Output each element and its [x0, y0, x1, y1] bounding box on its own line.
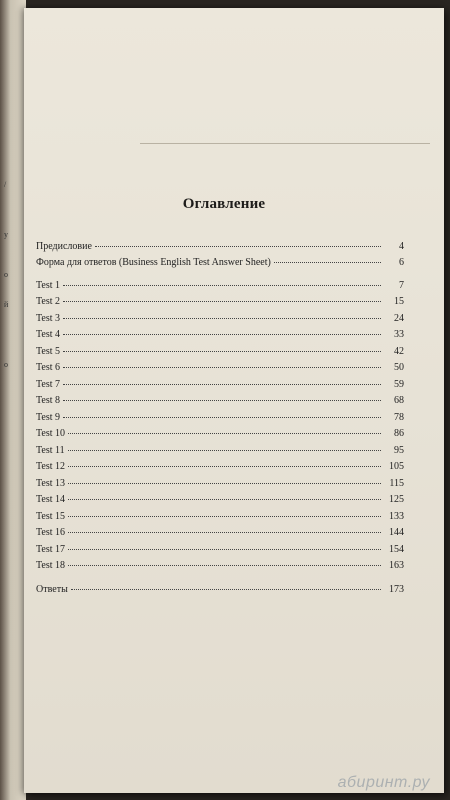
page-edge-mark: o [4, 270, 8, 279]
toc-entry [36, 584, 404, 595]
toc-entry-page: 59 [394, 379, 404, 390]
book-page [24, 8, 444, 793]
toc-entry-label: Предисловие [36, 241, 92, 252]
dot-leader [63, 333, 381, 335]
toc-entry-page: 163 [389, 560, 404, 571]
toc-entry-page: 24 [394, 313, 404, 324]
header-rule [140, 143, 430, 144]
toc-entry [36, 257, 404, 268]
dot-leader [95, 245, 381, 247]
toc-entry-page: 95 [394, 445, 404, 456]
toc-entry-page: 33 [394, 329, 404, 340]
dot-leader [63, 366, 381, 368]
toc-entry-page: 105 [389, 461, 404, 472]
toc-entry-page: 4 [399, 241, 404, 252]
toc-entry-label: Test 7 [36, 379, 61, 390]
dot-leader [71, 588, 381, 590]
toc-entry [36, 412, 404, 423]
dot-leader [63, 383, 381, 385]
toc-entry [36, 362, 404, 373]
toc-entry-page: 68 [394, 395, 404, 406]
dot-leader [68, 548, 381, 550]
toc-entry-label: Test 15 [36, 511, 66, 522]
toc-entry-label: Test 10 [36, 428, 66, 439]
toc-entry-label: Test 9 [36, 412, 61, 423]
toc-entry-label: Test 2 [36, 296, 61, 307]
toc-entry [36, 511, 404, 522]
toc-entry [36, 544, 404, 555]
toc-entry [36, 241, 404, 252]
dot-leader [274, 261, 381, 263]
toc-entry [36, 346, 404, 357]
toc-entry [36, 280, 404, 291]
toc-entry [36, 296, 404, 307]
toc-entry-page: 86 [394, 428, 404, 439]
toc-entry [36, 494, 404, 505]
toc-entry-page: 15 [394, 296, 404, 307]
toc-entry-page: 144 [389, 527, 404, 538]
dot-leader [63, 300, 381, 302]
toc-entry-label: Test 11 [36, 445, 65, 456]
toc-entry-label: Test 14 [36, 494, 66, 505]
toc-entry-label: Test 16 [36, 527, 66, 538]
toc-entry-page: 7 [399, 280, 404, 291]
toc-entry-label: Test 8 [36, 395, 61, 406]
toc-entry-label: Ответы [36, 584, 68, 595]
toc-entry-label: Test 4 [36, 329, 61, 340]
toc-entry-label: Test 3 [36, 313, 61, 324]
toc-entry [36, 445, 404, 456]
toc-entry-page: 50 [394, 362, 404, 373]
toc-entry [36, 313, 404, 324]
toc-entry-label: Форма для ответов (Business English Test Answer Sheet) [36, 257, 271, 268]
page-edge-mark: о [4, 360, 8, 369]
toc-entry-page: 78 [394, 412, 404, 423]
toc-entry-page: 125 [389, 494, 404, 505]
previous-page-edge [0, 0, 26, 800]
dot-leader [63, 284, 381, 286]
watermark: абиринт.ру [337, 774, 430, 791]
dot-leader [68, 531, 381, 533]
dot-leader [63, 350, 381, 352]
toc-entry-label: Test 17 [36, 544, 66, 555]
toc-entry [36, 560, 404, 571]
dot-leader [68, 482, 381, 484]
dot-leader [68, 564, 381, 566]
toc-entry-page: 154 [389, 544, 404, 555]
toc-entry [36, 329, 404, 340]
dot-leader [68, 432, 381, 434]
toc-entry-label: Test 6 [36, 362, 61, 373]
toc-entry [36, 379, 404, 390]
toc-entry-page: 173 [389, 584, 404, 595]
toc-title: Оглавление [182, 196, 266, 212]
toc-entry-label: Test 13 [36, 478, 66, 489]
dot-leader [63, 416, 381, 418]
toc-entry-page: 6 [399, 257, 404, 268]
page-edge-mark: / [4, 180, 7, 189]
dot-leader [68, 498, 381, 500]
toc-entry [36, 395, 404, 406]
toc-entry-page: 42 [394, 346, 404, 357]
toc-entry-label: Test 1 [36, 280, 61, 291]
toc-entry [36, 478, 404, 489]
toc-entry [36, 428, 404, 439]
dot-leader [63, 317, 381, 319]
dot-leader [63, 399, 381, 401]
dot-leader [68, 449, 381, 451]
toc-entry-page: 133 [389, 511, 404, 522]
dot-leader [68, 465, 381, 467]
toc-entry [36, 527, 404, 538]
toc-entry-label: Test 18 [36, 560, 66, 571]
dot-leader [68, 515, 381, 517]
toc-entry-page: 115 [389, 478, 404, 489]
toc-entry-label: Test 5 [36, 346, 61, 357]
toc-entry [36, 461, 404, 472]
page-edge-mark: y [4, 230, 8, 239]
page-edge-mark: й [4, 300, 9, 309]
toc-entry-label: Test 12 [36, 461, 66, 472]
